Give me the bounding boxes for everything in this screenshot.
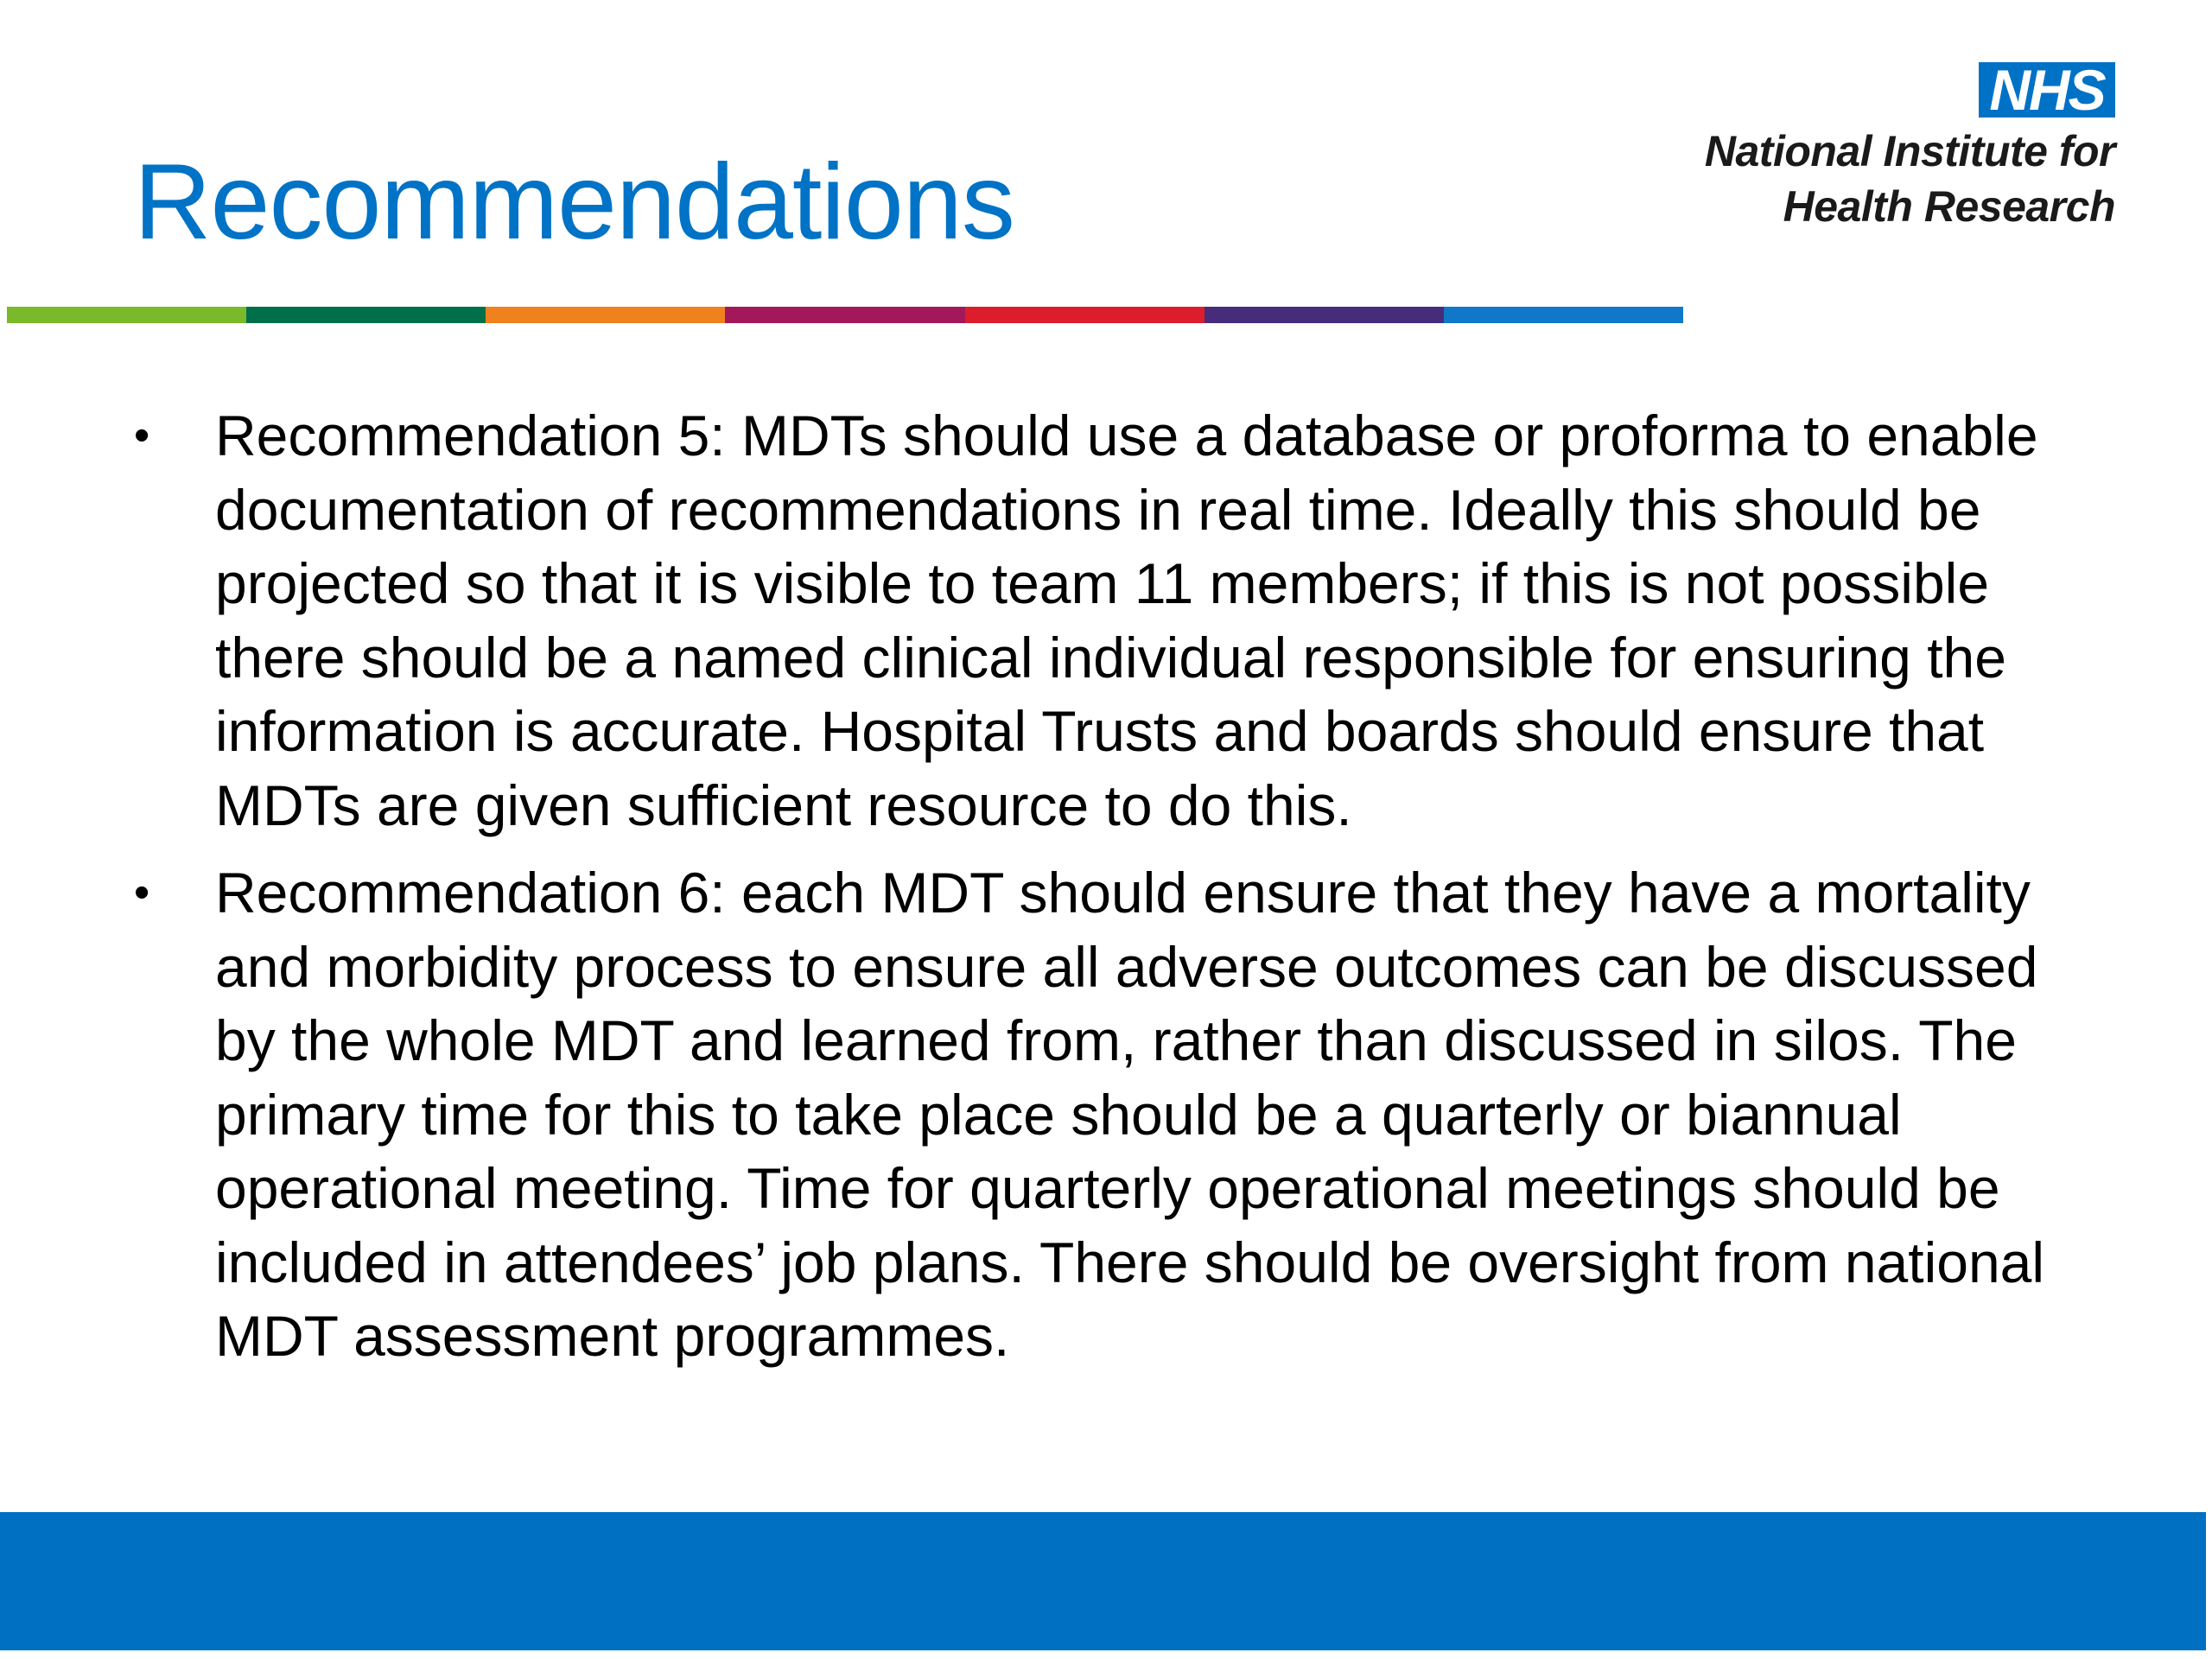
slide-title: Recommendations <box>134 143 1014 262</box>
slide-content <box>134 399 2087 1388</box>
bullet-item-recommendation-6 <box>134 856 2087 1374</box>
bullet-marker: • <box>134 868 150 918</box>
logo-org-line-2: Health Research <box>1783 182 2115 231</box>
logo-org-line-1: National Institute for <box>1704 127 2115 175</box>
decorative-color-bar <box>7 307 1683 323</box>
bullet-item-recommendation-5 <box>134 399 2087 842</box>
bullet-list <box>134 399 2087 1374</box>
nihr-logo <box>1631 58 2115 235</box>
color-bar-segment <box>486 307 725 323</box>
bullet-marker: • <box>134 410 150 461</box>
color-bar-segment <box>725 307 964 323</box>
bullet-text: Recommendation 6: each MDT should ensure that they have a mortality and morbidity process to ensure all adverse outcomes can be discussed by the whole MDT and learned from, rather than discussed in silos. The primary time for this to take place should be a quarterly or biannual operational meeting. Time for quarterly operational meetings should be included in attendees’ job plans. There should be oversight from national MDT assessment programmes. <box>215 861 2045 1368</box>
color-bar-segment <box>246 307 486 323</box>
color-bar-segment <box>1205 307 1444 323</box>
color-bar-segment <box>965 307 1205 323</box>
color-bar-segment <box>1444 307 1683 323</box>
nhs-badge: NHS <box>1979 62 2115 118</box>
footer-bar <box>0 1512 2206 1650</box>
bullet-text: Recommendation 5: MDTs should use a database or proforma to enable documentation of recommendations in real time. Ideally this should be projected so that it is visible to team 11 members; if this is not possible there should be a named clinical individual responsible for ensuring the information is accurate. Hospital Trusts and boards should ensure that MDTs are given sufficient resource to do this. <box>215 404 2038 837</box>
color-bar-segment <box>7 307 246 323</box>
